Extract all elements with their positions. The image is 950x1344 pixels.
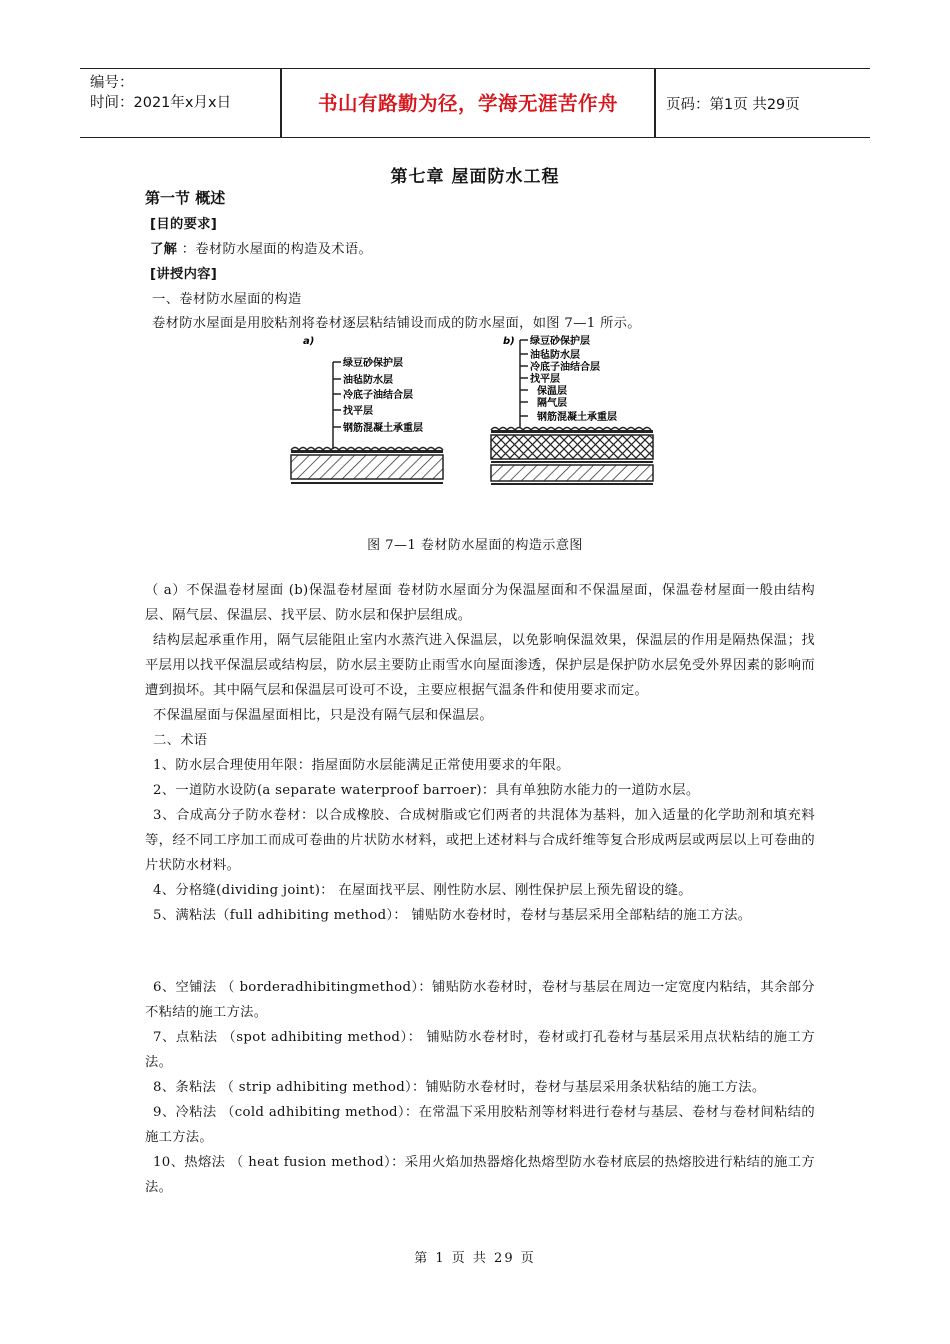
- date-label: 时间：2021年x月x日: [90, 95, 232, 111]
- term-item: 9、冷粘法 （cold adhibiting method）：在常温下采用胶粘剂等材料进行卷材与基层、卷材与卷材间粘结的施工方法。: [145, 1105, 815, 1145]
- objective-heading: [目的要求]: [150, 217, 218, 232]
- paragraph: 不保温屋面与保温屋面相比，只是没有隔气层和保温层。: [153, 708, 493, 723]
- header-page-label: 页码：第1页 共29页: [666, 97, 800, 113]
- header-meta: [90, 73, 231, 113]
- part1-heading: 一、卷材防水屋面的构造: [152, 292, 302, 307]
- header-divider: [654, 69, 656, 137]
- term-item: 1、防水层合理使用年限：指屋面防水层能满足正常使用要求的年限。: [153, 758, 570, 773]
- panel-a-layer: 油毡防水层: [343, 375, 393, 386]
- term-item: 5、满粘法（full adhibiting method）： 铺贴防水卷材时，卷材与基层采用全部粘结的施工方法。: [153, 908, 752, 923]
- term-item: 10、热熔法 （ heat fusion method）：采用火焰加热器熔化热熔型防水卷材底层的热熔胶进行粘结的施工方法。: [145, 1155, 815, 1195]
- term-item: 2、一道防水设防(a separate waterproof barroer)：具有单独防水能力的一道防水层。: [153, 783, 700, 798]
- paragraph: 二、术语: [153, 733, 208, 748]
- term-item: 4、分格缝(dividing joint)： 在屋面找平层、刚性防水层、刚性保护层上预先留设的缝。: [153, 883, 692, 898]
- roof-construction-figure: [285, 332, 665, 492]
- term-item: 3、合成高分子防水卷材：以合成橡胶、合成树脂或它们两者的共混体为基料，加入适量的化学助剂和填充料等，经不同工序加工而成可卷曲的片状防水材料，或把上述材料与合成纤维等复合形成两层或两层以上可卷曲的片状防水材料。: [145, 808, 815, 873]
- panel-a-layer: 找平层: [343, 406, 373, 417]
- paragraph: 结构层起承重作用，隔气层能阻止室内水蒸汽进入保温层，以免影响保温效果，保温层的作用是隔热保温；找平层用以找平保温层或结构层，防水层主要防止雨雪水向屋面渗透，保护层是保护防水层免受外界因素的影响而遭到损坏。其中隔气层和保温层可设可不设，主要应根据气温条件和使用要求而定。: [145, 633, 815, 698]
- figure-panel-b: [491, 334, 653, 484]
- page-footer: 第 1 页 共 29 页: [414, 1251, 536, 1266]
- panel-a-layer: 冷底子油结合层: [343, 390, 413, 401]
- header-motto: 书山有路勤为径，学海无涯苦作舟: [317, 92, 618, 115]
- chapter-title: 第七章 屋面防水工程: [390, 167, 560, 187]
- figure-caption: 图 7—1 卷材防水屋面的构造示意图: [367, 538, 583, 553]
- body-text-continued: [145, 975, 815, 1200]
- objective-text: ：卷材防水屋面的构造及术语。: [177, 242, 373, 257]
- objective-line: [150, 238, 372, 257]
- paragraph: （ a）不保温卷材屋面 (b)保温卷材屋面 卷材防水屋面分为保温屋面和不保温屋面，保温卷材屋面一般由结构层、隔气层、保温层、找平层、防水层和保护层组成。: [145, 583, 815, 623]
- section-title: 第一节 概述: [145, 189, 226, 207]
- panel-b-layer: 找平层: [530, 374, 560, 385]
- term-item: 7、点粘法 （spot adhibiting method）： 铺贴防水卷材时，卷材或打孔卷材与基层采用点状粘结的施工方法。: [145, 1030, 815, 1070]
- objective-label: 了解: [150, 242, 178, 257]
- panel-b-layer: 油毡防水层: [530, 350, 580, 361]
- panel-b-layer: 钢筋混凝土承重层: [537, 412, 617, 423]
- panel-b-layer: 隔气层: [537, 398, 567, 409]
- panel-b-layer: 冷底子油结合层: [530, 362, 600, 373]
- panel-a-label: a): [303, 336, 315, 347]
- panel-b-layer: 绿豆砂保护层: [530, 336, 590, 347]
- term-item: 6、空铺法 （ borderadhibitingmethod）：铺贴防水卷材时，卷材与基层在周边一定宽度内粘结，其余部分不粘结的施工方法。: [145, 980, 815, 1020]
- serial-label: 编号：: [90, 75, 134, 91]
- figure-panel-a: [291, 336, 443, 483]
- panel-b-layer: 保温层: [537, 386, 567, 397]
- page-header: [80, 68, 870, 138]
- panel-a-layer: 绿豆砂保护层: [343, 358, 403, 369]
- intro-text: 卷材防水屋面是用胶粘剂将卷材逐层粘结铺设而成的防水屋面，如图 7—1 所示。: [152, 316, 641, 331]
- panel-b-label: b): [503, 336, 515, 347]
- content-heading: [讲授内容]: [150, 267, 218, 282]
- term-item: 8、条粘法 （ strip adhibiting method）：铺贴防水卷材时，卷材与基层采用条状粘结的施工方法。: [153, 1080, 766, 1095]
- panel-a-layer: 钢筋混凝土承重层: [343, 423, 423, 434]
- body-text: [145, 578, 815, 928]
